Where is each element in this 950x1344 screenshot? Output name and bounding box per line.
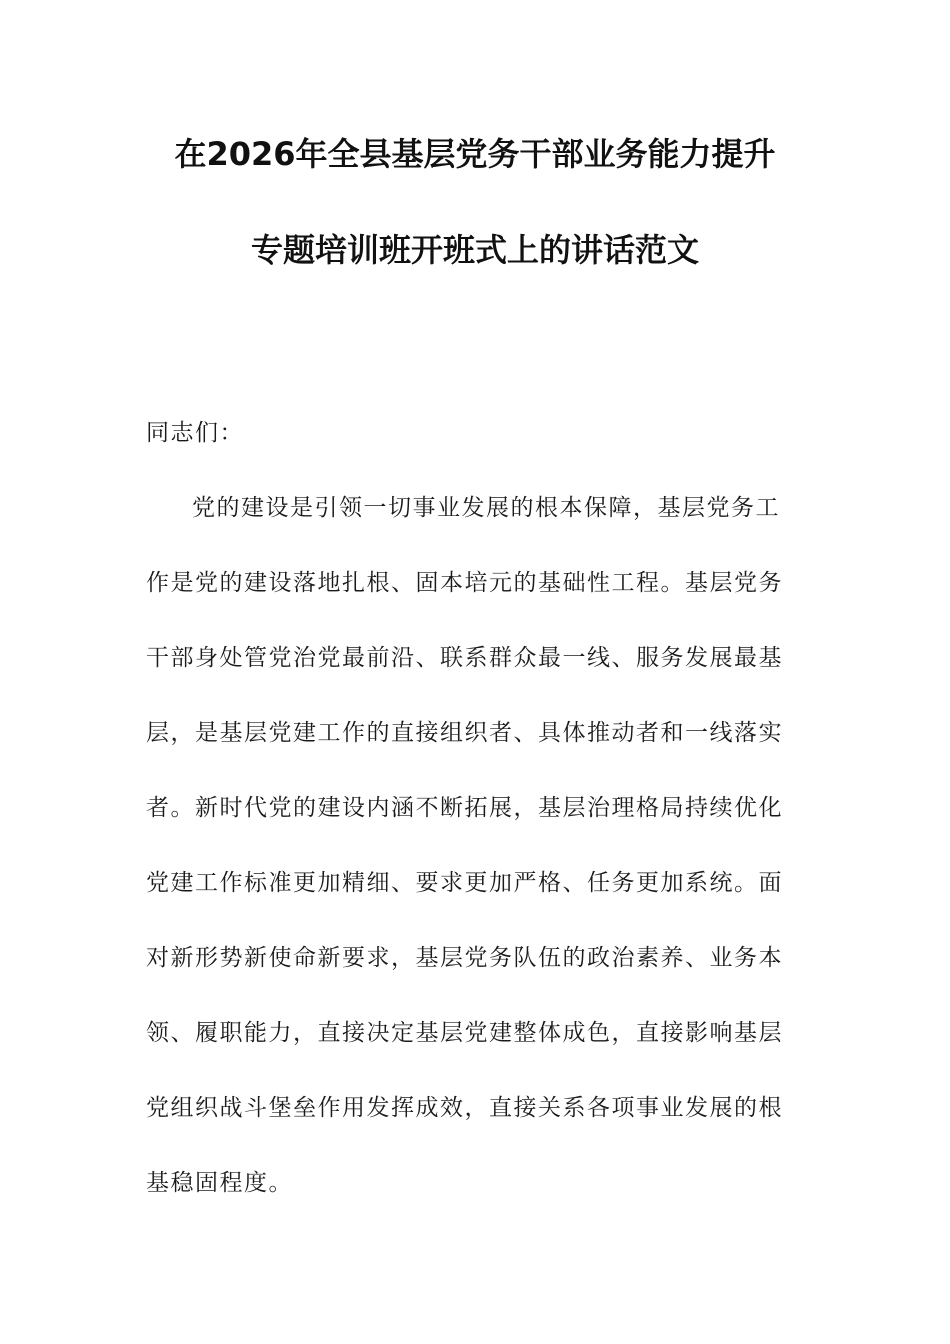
paragraph-line: 领、履职能力，直接决定基层党建整体成色，直接影响基层 bbox=[146, 1020, 783, 1046]
paragraph-line: 对新形势新使命新要求，基层党务队伍的政治素养、业务本 bbox=[146, 945, 783, 971]
paragraph-line: 基稳固程度。 bbox=[146, 1170, 293, 1196]
paragraph-line: 党组织战斗堡垒作用发挥成效，直接关系各项事业发展的根 bbox=[146, 1095, 783, 1121]
document-title-line-2: 专题培训班开班式上的讲话范文 bbox=[250, 231, 699, 269]
document-title-line-1: 在2026年全县基层党务干部业务能力提升 bbox=[174, 135, 776, 173]
paragraph-line: 者。新时代党的建设内涵不断拓展，基层治理格局持续优化 bbox=[146, 795, 783, 821]
paragraph-line: 作是党的建设落地扎根、固本培元的基础性工程。基层党务 bbox=[146, 570, 783, 596]
paragraph-line: 党的建设是引领一切事业发展的根本保障，基层党务工 bbox=[192, 495, 780, 521]
paragraph-line: 党建工作标准更加精细、要求更加严格、任务更加系统。面 bbox=[146, 870, 783, 896]
paragraph-line: 干部身处管党治党最前沿、联系群众最一线、服务发展最基 bbox=[146, 645, 783, 671]
paragraph-line: 层，是基层党建工作的直接组织者、具体推动者和一线落实 bbox=[146, 720, 783, 746]
salutation: 同志们： bbox=[146, 420, 244, 446]
